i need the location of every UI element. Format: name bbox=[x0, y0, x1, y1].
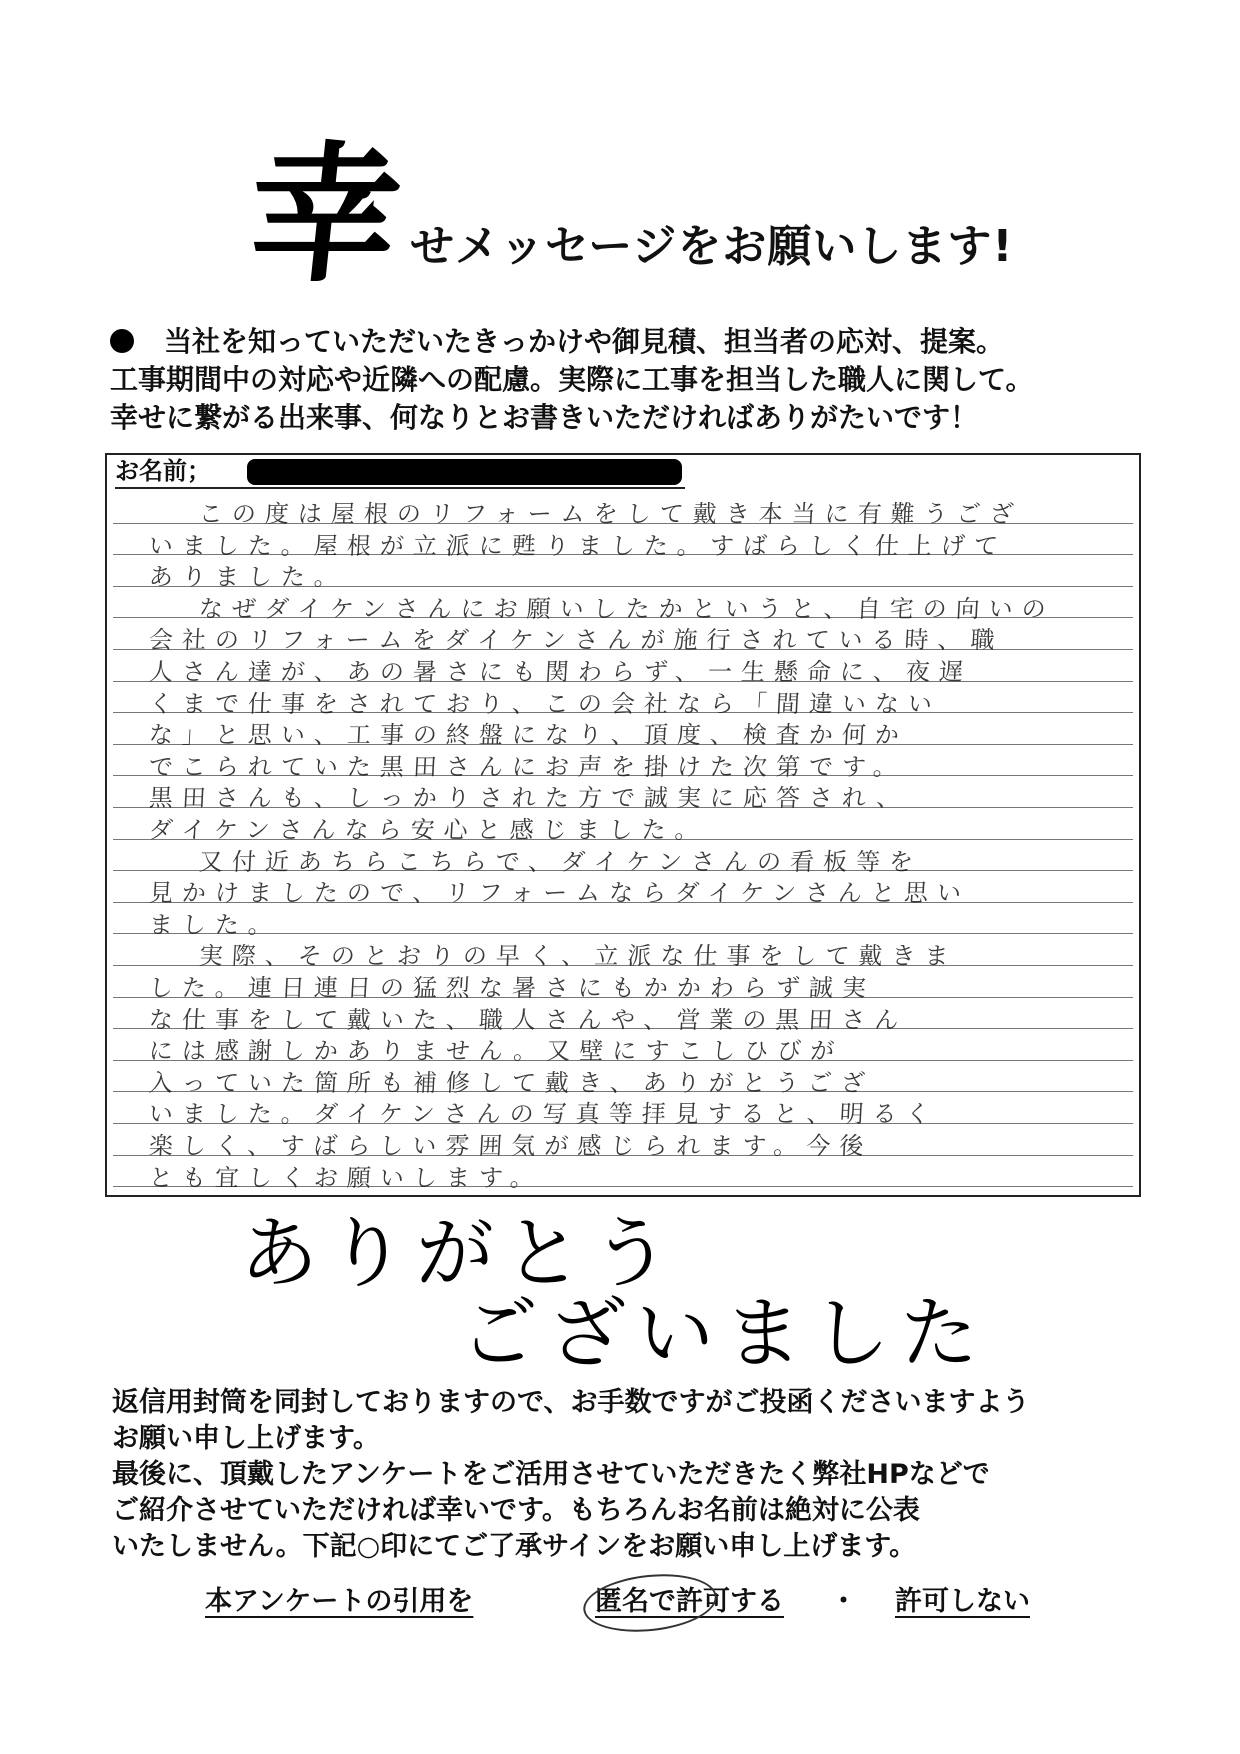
page-header bbox=[240, 127, 1150, 320]
handwritten-line: 会社のリフォームをダイケンさんが施行されている時、職 bbox=[148, 626, 1005, 655]
handwritten-line: には感謝しかありません。又壁にすこしひびが bbox=[148, 1037, 845, 1066]
handwritten-line: でこられていた黒田さんにお声を掛けた次第です。 bbox=[148, 752, 907, 781]
consent-label: 本アンケートの引用を bbox=[205, 1586, 474, 1617]
consent-separator: ・ bbox=[830, 1586, 857, 1617]
handwritten-line: な仕事をして戴いた、職人さんや、営業の黒田さん bbox=[148, 1005, 909, 1034]
name-row bbox=[107, 455, 1139, 487]
header-big-character: 幸 bbox=[240, 127, 410, 303]
handwritten-line: くまで仕事をされており、この会社なら「間違いない bbox=[148, 689, 942, 718]
closing-line: 最後に、頂戴したアンケートをご活用させていただきたく弊社HPなどで bbox=[112, 1459, 990, 1490]
instruction-line: 工事期間中の対応や近隣への配慮。実際に工事を担当した職人に関して。 bbox=[110, 363, 1034, 396]
handwritten-line: 実際、そのとおりの早く、立派な仕事をして戴きま bbox=[198, 942, 959, 971]
handwritten-line: いました。屋根が立派に甦りました。すばらしく仕上げて bbox=[148, 531, 1008, 560]
handwritten-line: ました。 bbox=[148, 910, 282, 939]
handwritten-line: なぜダイケンさんにお願いしたかというと、自宅の向いの bbox=[198, 594, 1056, 623]
consent-row bbox=[205, 1579, 1105, 1629]
handwritten-line: とも宜しくお願いします。 bbox=[148, 1163, 544, 1192]
handwritten-line: した。連日連日の猛烈な暑さにもかかわらず誠実 bbox=[148, 974, 876, 1002]
handwritten-line: 又付近あちらこちらで、ダイケンさんの看板等を bbox=[198, 847, 923, 876]
handwritten-line: この度は屋根のリフォームをして戴き本当に有難うござ bbox=[198, 500, 1024, 528]
thanks-message bbox=[240, 1209, 1040, 1379]
name-label: お名前； bbox=[115, 457, 211, 485]
handwritten-line: な」と思い、工事の終盤になり、頂度、検査か何か bbox=[148, 721, 909, 750]
handwritten-line: 見かけましたので、リフォームならダイケンさんと思い bbox=[148, 879, 971, 908]
closing-line: ご紹介させていただければ幸いです。もちろんお名前は絶対に公表 bbox=[112, 1495, 920, 1526]
instruction-line: 当社を知っていただいたきっかけや御見積、担当者の応対、提案。 bbox=[110, 323, 1120, 361]
name-underline bbox=[115, 487, 685, 489]
thanks-line-1: ありがとう bbox=[240, 1209, 681, 1299]
handwritten-line: ありました。 bbox=[148, 563, 348, 592]
closing-line: お願い申し上げます。 bbox=[112, 1423, 380, 1454]
thanks-line-2: ございました bbox=[460, 1289, 989, 1379]
instructions bbox=[110, 323, 1120, 437]
handwritten-line: 入っていた箇所も補修して戴き、ありがとうござ bbox=[148, 1068, 875, 1097]
handwritten-line: 楽しく、すばらしい雰囲気が感じられます。今後 bbox=[148, 1132, 874, 1160]
message-form bbox=[105, 453, 1141, 1197]
closing-line: 返信用封筒を同封しておりますので、お手数ですがご投函くださいますよう bbox=[112, 1387, 1030, 1418]
closing-line: いたしません。下記○印にてご了承サインをお願い申し上げます。 bbox=[112, 1531, 917, 1562]
handwritten-line: ダイケンさんなら安心と感じました。 bbox=[148, 816, 709, 844]
handwritten-line: 人さん達が、あの暑さにも関わらず、一生懸命に、夜遅 bbox=[148, 658, 973, 686]
consent-option-anonymous[interactable]: 匿名で許可する bbox=[595, 1586, 784, 1617]
closing-notes bbox=[112, 1385, 1132, 1565]
handwritten-line: 黒田さんも、しっかりされた方で誠実に応答され、 bbox=[148, 784, 911, 813]
consent-option-deny[interactable]: 許可しない bbox=[895, 1586, 1030, 1617]
handwritten-line: いました。ダイケンさんの写真等拝見すると、明るく bbox=[148, 1100, 940, 1129]
bullet-icon bbox=[110, 329, 134, 353]
message-lines bbox=[113, 491, 1133, 1191]
name-redacted-field[interactable] bbox=[247, 459, 682, 485]
instruction-line: 幸せに繋がる出来事、何なりとお書きいただければありがたいです！ bbox=[110, 401, 979, 434]
header-title: せメッセージをお願いします! bbox=[410, 221, 1014, 272]
